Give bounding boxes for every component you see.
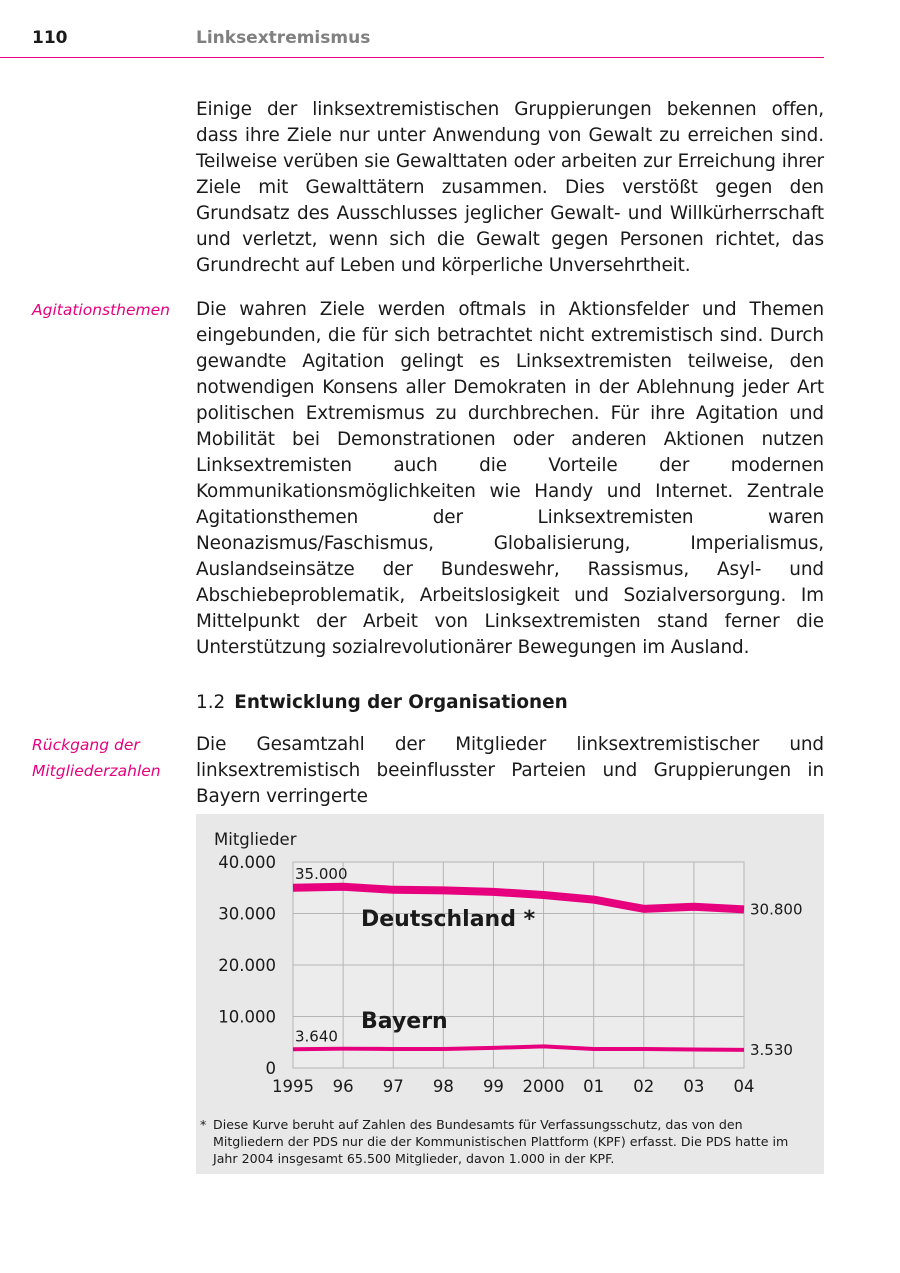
margin-note-decline-line2: Mitgliederzahlen: [32, 762, 161, 780]
y-tick-label: 30.000: [218, 904, 276, 924]
footnote-marker: *: [200, 1117, 207, 1132]
section-heading: [196, 690, 568, 716]
chart-footnote: [196, 1116, 816, 1167]
running-title: Linksextremismus: [196, 28, 371, 48]
paragraph-membership: Die Gesamtzahl der Mitglieder linksextremistischer und linksextremistisch beeinflusster Parteien und Gruppierungen in Bayern verringerte: [196, 734, 824, 807]
x-tick-label: 02: [633, 1077, 655, 1096]
series-start-label: 3.640: [295, 1027, 338, 1046]
x-tick-label: 98: [432, 1077, 454, 1096]
page-number: 110: [32, 28, 68, 48]
paragraph-agitation: Die wahren Ziele werden oftmals in Aktionsfelder und Themen eingebunden, die für sich betrachtet nicht extremistisch sind. Durch gewandte Agitation gelingt es Linksextremisten teilweise, den notwendigen Konsens aller Demokraten in der Ablehnung jeder Art politischen Extremismus zu durchbrechen. Für ihre Agitation und Mobilität bei Demonstrationen oder anderen Aktionen nutzen Linksextremisten auch die Vorteile der modernen Kommunikationsmöglichkeiten wie Handy und Internet. Zentrale Agitationsthemen der Linksextremisten waren Neonazismus/Faschismus, Globalisierung, Imperialismus, Auslandseinsätze der Bundeswehr, Rassismus, Asyl- und Abschiebeproblematik, Arbeitslosigkeit und Sozialversorgung. Im Mittelpunkt der Arbeit von Linksextremisten stand ferner die Unterstützung sozialrevolutionärer Bewegungen im Ausland.: [196, 299, 824, 658]
series-name-label: Deutschland *: [361, 907, 536, 932]
series-end-label: 3.530: [750, 1040, 793, 1059]
x-tick-label: 2000: [522, 1077, 565, 1096]
margin-note-decline-line1: Rückgang der: [32, 736, 140, 754]
x-tick-label: 04: [733, 1077, 755, 1096]
y-tick-label: 20.000: [218, 956, 276, 975]
membership-chart-svg: [196, 814, 824, 1114]
series-name-label: Bayern: [361, 1009, 448, 1034]
y-tick-label: 40.000: [218, 853, 276, 872]
footnote-text: Diese Kurve beruht auf Zahlen des Bundesamts für Verfassungsschutz, das von den Mitgliedern der PDS nur die der Kommunistischen Plattform (KPF) erfasst. Die PDS hatte im Jahr 2004 insgesamt 65.500 Mitglieder, davon 1.000 in der KPF.: [213, 1117, 789, 1166]
header-divider: [0, 57, 824, 58]
x-tick-label: 1995: [272, 1077, 314, 1096]
x-tick-label: 97: [382, 1077, 404, 1096]
series-start-label: 35.000: [295, 864, 348, 883]
x-tick-label: 01: [583, 1077, 605, 1096]
section-number: 1.2: [196, 692, 226, 713]
x-tick-label: 96: [332, 1077, 354, 1096]
y-tick-label: 10.000: [218, 1007, 276, 1027]
margin-note-agitation: Agitationsthemen: [32, 301, 170, 319]
y-axis-label: Mitglieder: [214, 830, 297, 849]
paragraph-violence: Einige der linksextremistischen Gruppierungen bekennen offen, dass ihre Ziele nur unter Anwendung von Gewalt zu erreichen sind. Teilweise verüben sie Gewalttaten oder arbeiten zur Erreichung ihrer Ziele mit Gewalttätern zusammen. Dies verstößt gegen den Grundsatz des Ausschlusses jeglicher Gewalt- und Willkürherrschaft und verletzt, wenn sich die Gewalt gegen Personen richtet, das Grundrecht auf Leben und körperliche Unversehrtheit.: [196, 99, 824, 276]
section-title: Entwicklung der Organisationen: [234, 692, 568, 713]
y-tick-label: 0: [265, 1059, 276, 1078]
margin-note-decline: [32, 732, 192, 784]
x-tick-label: 03: [683, 1077, 705, 1096]
x-tick-label: 99: [482, 1077, 504, 1096]
series-end-label: 30.800: [750, 900, 803, 919]
